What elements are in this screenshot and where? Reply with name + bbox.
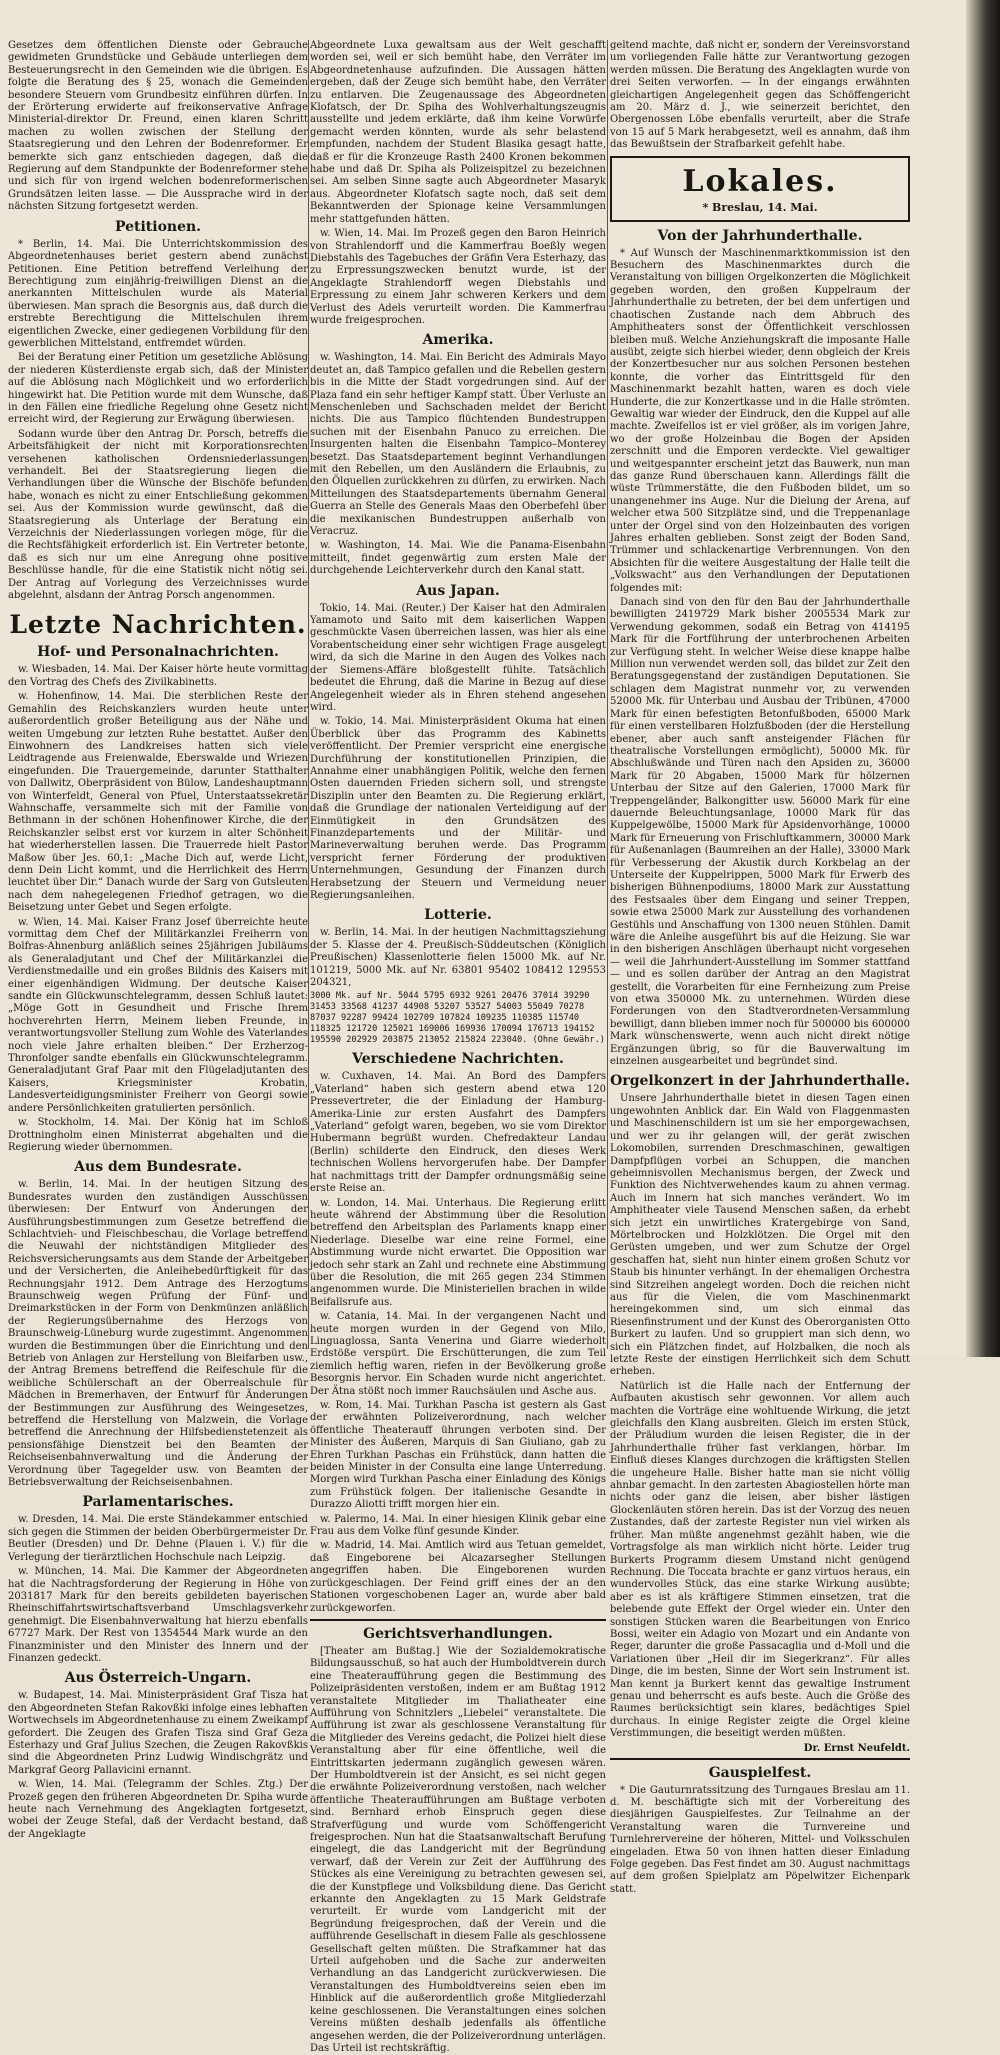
- section-rule: [310, 1619, 606, 1621]
- article-paragraph: * Die Gauturnratssitzung des Turngaues Breslau am 11. d. M. beschäftigte sich mit der Vorbereitung des diesjährigen Gauspielfestes. Zur Teilnahme an der Veranstaltung waren die Turnvereine und Turnlehrervereine der höheren, Mittel- und Volksschulen eingeladen. Etwa 50 von ihnen hatten dieser Einladung Folge gegeben. Das Fest findet am 30. August nachmittags auf dem großen Spielplatz am Pöpelwitzer Eichenpark statt.: [610, 1784, 910, 1895]
- article-paragraph: w. Catania, 14. Mai. In der vergangenen Nacht und heute morgen wurden in der Gegend von Milo, Linguaglossa, Santa Venerina und Giarre wiederholt Erdstöße verspürt. Die Erschütterungen, die zum Teil ziemlich heftig waren, riefen in der Bevölkerung große Besorgnis hervor. Ein Schaden wurde nicht angerichtet. Der Ätna stößt noch immer Rauchsäulen und Asche aus.: [310, 1311, 606, 1397]
- article-paragraph: w. Cuxhaven, 14. Mai. An Bord des Dampfers „Vaterland“ haben sich gestern abend etwa 120 Pressevertreter, die der Einladung der Hamburg-Amerika-Linie zur ersten Ausfahrt des Dampfers „Vaterland“ gefolgt waren, begeben, wo sie vom Direktor Hubermann begrüßt wurden. Chefredakteur Landau (Berlin) schilderte den Eindruck, den dieses Werk technischen Wollens hervorgerufen habe. Der Dampfer hat nachmittags tritt der Dampfer ordnungsmäßig seine erste Reise an.: [310, 1071, 606, 1195]
- column-middle: [310, 40, 607, 2054]
- article-paragraph: [Theater am Bußtag.] Wie der Sozialdemokratische Bildungsausschuß, so hat auch der Humboldtverein durch eine Theateraufführung gegen die Bestimmung des Polizeipräsidenten verstoßen, indem er am Bußtag 1912 veranstaltete Mitglieder im Thaliatheater eine Aufführung von Schnitzlers „Liebelei“ veranstaltete. Die Aufführung ist zwar als geschlossene Veranstaltung für die Mitglieder des Vereins gedacht, die Polizei hielt diese Veranstaltung aber für eine öffentliche, weil die Eintrittskarten jedermann zugänglich gewesen wären. Der Humboldtverein ist der Ansicht, es sei nicht gegen die erwähnte Polizeiverordnung verstoßen, nach welcher öffentliche Theateraufführungen am Bußtage verboten sind. Bernhard erhob Einspruch gegen diese Strafverfügung und wurde vom Schöffengericht freigesprochen. Nun hat die Staatsanwaltschaft Berufung eingelegt, die das Landgericht mit der Begründung verwarf, daß der Verein zur Zeit der Aufführung des Stückes als eine Vereinigung zu betrachten gewesen sei, die der Kunstpflege und Volksbildung diene. Das Gericht erkannte den Angeklagten zu 15 Mark Geldstrafe verurteilt. Er wurde vom Landgericht mit der Begründung freigesprochen, daß der Verein und die aufführende Gesellschaft in diesem Falle als geschlossene Gesellschaft gelten müßten. Die Strafkammer hat das Urteil aufgehoben und die Sache zur anderweiten Verhandlung an das Landgericht zurückverwiesen. Die Veranstaltungen des Humboldtvereins seien eben im Hinblick auf die außerordentlich große Mitgliederzahl keine geschlossenen. Die Veranstaltungen eines solchen Vereins müßten deshalb jedenfalls als öffentliche angesehen werden, die der Polizeiverordnung unterlägen. Das Urteil ist rechtskräftig.: [310, 1645, 607, 2054]
- article-paragraph: w. Washington, 14. Mai. Wie die Panama-Eisenbahn mitteilt, findet gegenwärtig zum ersten Male der durchgehende Leichterverkehr durch den Kanal statt.: [310, 540, 606, 577]
- author-signature: Dr. Ernst Neufeldt.: [803, 1742, 910, 1754]
- article-paragraph: w. Wien, 14. Mai. Im Prozeß gegen den Baron Heinrich von Strahlendorff und die Kammerfrau Boeßly wegen Diebstahls des Tagebuches der Gräfin Vera Esterhazy, das zu Erpressungszwecken benutzt wurde, ist der Angeklagte Strahlendorff wegen Diebstahls und Erpressung zu einem Jahr schweren Kerkers und dem Verlust des Adels verurteilt worden. Die Kammerfrau wurde freigesprochen.: [310, 228, 606, 326]
- article-paragraph: Sodann wurde über den Antrag Dr. Porsch, betreffs die Arbeitsfähigkeit der nicht mit Korporationsrechten versehenen katholischen Ordensniederlassungen verhandelt. Bei der Staatsregierung liegen die Verhandlungen über die Wünsche der Bischöfe befunden habe, wonach es nicht zu einer Entschließung gekommen sei. Aus der Kommission wurde gewünscht, daß die Staatsregierung als Unterlage der Beratung ein Verzeichnis der Niederlassungen vorlegen möge, für die die Rechtsfähigkeit erforderlich ist. Ein Vertreter betonte, daß es sich nur um eine Anregung ohne positive Beschlüsse handle, für die eine Statistik nicht nötig sei. Der Antrag auf Vorlegung des Verzeichnisses wurde abgelehnt, alsdann der Antrag Porsch angenommen.: [8, 428, 308, 602]
- section-heading-petitionen: Petitionen.: [114, 218, 202, 235]
- section-heading-gauspielfest: Gauspielfest.: [708, 1764, 812, 1781]
- section-heading-hof: Hof- und Personalnachrichten.: [37, 644, 279, 661]
- article-paragraph: w. München, 14. Mai. Die Kammer der Abgeordneten hat die Nachtragsforderung der Regierung in Höhe von 2031817 Mark für den bereits gebildeten bayerischen Rheinschiffahrtswirtschaftsverband Umschlagsverkehr genehmigt. Die Eisenbahnverwaltung hat hierzu ebenfalls 67727 Mark. Der Rest von 1354544 Mark wurde an den Finanzminister und den Minister des Innern und der Finanzen gedeckt.: [8, 1566, 308, 1664]
- article-paragraph: w. Berlin, 14. Mai. In der heutigen Nachmittagsziehung der 5. Klasse der 4. Preußisch-Süddeutschen (Königlich Preußischen) Klassenlotterie fielen 15000 Mk. auf Nr. 101219, 5000 Mk. auf Nr. 63801 95402 108412 129553 204321,: [310, 927, 606, 989]
- lokales-header-box: [610, 156, 910, 222]
- article-paragraph: w. Madrid, 14. Mai. Amtlich wird aus Tetuan gemeldet, daß Eingeborene bei Alcazarsegher Stellungen angegriffen haben. Die Eingeborenen wurden zurückgeschlagen. Der Feind griff eines der an den Stationen vorgeschobenen Lager an, wurde aber bald zurückgeworfen.: [310, 1540, 606, 1614]
- column-right: [610, 40, 910, 1895]
- lottery-number-list: 3000 Mk. auf Nr. 5044 5795 6932 9261 20476 37014 39290 31453 33568 41237 44908 53207 53527 54003 55049 70278 87037 92287 99424 102709 107824 109235 110385 115740 118325 121720 125021 169006 169936 170094 176713 194152 195590 202929 203875 213052 215824 223040. (Ohne Gewähr.): [310, 991, 605, 1046]
- article-paragraph: w. Berlin, 14. Mai. In der heutigen Sitzung des Bundesrates wurden den zuständigen Ausschüssen überwiesen: Der Entwurf von Änderungen der Ausführungsbestimmungen zum Gesetze betreffend die Schlachtvieh- und Fleischbeschau, die Vorlage betreffend die Neuwahl der nichtständigen Mitglieder des Reichsversicherungsamts aus dem Stande der Arbeitgeber und der Versicherten, die Anleihebedürftigkeit für das Rechnungsjahr 1912. Dem Antrage des Herzogtums Braunschweig wegen Prüfung der Fünf- und Dreimarkstücken in der Form von Denkmünzen anläßlich der Regierungsübernahme des Herzogs von Braunschweig-Lüneburg wurde zugestimmt. Angenommen wurden die Bestimmungen über die Einrichtung und den Betrieb von Anlagen zur Herstellung von Bleifarben usw., der Antrag Bremens betreffend die Reifeschule für die weibliche Schülerschaft an der Oberrealschule für Mädchen in Bremerhaven, der Entwurf für Änderungen der Bestimmungen zur Ausführung des Weingesetzes, betreffend die Herstellung von Malzwein, die Vorlage betreffend die Anrechnung der Hilfsbedienstetenzeit als pensionsfähige Dienstzeit bei den Beamten der Reichseisenbahnverwaltung und die Änderung der Verordnung über Tagegelder usw. von Beamten der Betriebsverwaltung der Reichseisenbahnen.: [8, 1179, 308, 1489]
- article-paragraph: Bei der Beratung einer Petition um gesetzliche Ablösung der niederen Küsterdienste ergab sich, daß der Minister auf die Ablösung nach Möglichkeit und wo erforderlich hingewirkt hat. Die Petition wurde mit dem Wunsche, daß in den Fällen eine friedliche Regelung ohne Gesetz nicht erreicht wird, der Regierung zur Erwägung überwiesen.: [8, 352, 308, 426]
- column-left: [8, 40, 308, 1840]
- article-paragraph: w. London, 14. Mai. Unterhaus. Die Regierung erlitt heute während der Abstimmung über die Resolution betreffend den Arbeitsplan des Parlaments knapp einer Niederlage. Dieselbe war eine reine Formel, eine Abstimmung wurde nicht erwartet. Die Opposition war jedoch sehr stark an Zahl und rechnete eine Abstimmung über die Resolution, die mit 265 gegen 234 Stimmen angenommen wurde. Die Ministeriellen brachen in wilde Beifallsrufe aus.: [310, 1197, 606, 1308]
- article-paragraph: * Berlin, 14. Mai. Die Unterrichtskommission des Abgeordnetenhauses beriet gestern abend zunächst Petitionen. Eine Petition betreffend Verleihung der Berechtigung zum einjährig-freiwilligen Dienst an die anerkannten Mittelschulen wurde als Material überwiesen. Man sprach die Besorgnis aus, daß durch die erstrebte Berechtigung die Mittelschulen ihrem eigentlichen Zwecke, einer gediegenen Vorbildung für den gewerblichen Mittelstand, entfremdet würden.: [8, 238, 308, 349]
- section-heading-orgelkonzert: Orgelkonzert in der Jahrhunderthalle.: [610, 1073, 910, 1090]
- section-heading-verschiedene: Verschiedene Nachrichten.: [352, 1051, 564, 1068]
- section-heading-lotterie: Lotterie.: [424, 907, 492, 924]
- article-paragraph: w. Stockholm, 14. Mai. Der König hat im Schloß Drottningholm einen Ministerrat abgehalten und die Regierung wieder übernommen.: [8, 1117, 308, 1153]
- section-heading-gerichtsverhandlungen: Gerichtsverhandlungen.: [363, 1625, 553, 1642]
- dateline: * Breslau, 14. Mai.: [702, 200, 818, 214]
- article-paragraph: Gesetzes dem öffentlichen Dienste oder Gebrauche gewidmeten Grundstücke und Gebäude unterliegen dem Besteuerungsrecht in den Gemeinden wie die übrigen. Es folgte die Beratung des § 25, wonach die Gemeinden besondere Steuern vom Grundbesitz einführen dürfen. In der Erörterung erwiderte auf freikonservative Anfrage Ministerial-direktor Dr. Freund, einen klaren Schritt machen zu wollen zwischen der Stellung der Staatsregierung und den Lehren der Bodenreformer. Er bemerkte sich ganz entschieden dagegen, daß die Regierung auf dem Standpunkte der Bodenreformer stehe und sich für von irgend welchen bodenreformerischen Grundsätzen leiten lasse. — Die Aussprache wird in der nächsten Sitzung fortgesetzt werden.: [8, 40, 308, 213]
- section-heading-amerika: Amerika.: [422, 332, 494, 349]
- article-paragraph: w. Hohenfinow, 14. Mai. Die sterblichen Reste der Gemahlin des Reichskanzlers wurden heute unter außerordentlich großer Beteiligung aus der Nähe und weiten Umgebung zur letzten Ruhe bestattet. Außer den Einwohnern des Landkreises hatten sich viele Leidtragende aus Freienwalde, Eberswalde und Wriezen eingefunden. Die Trauergemeinde, darunter Statthalter von Dallwitz, Oberpräsident von Bülow, Landeshauptmann von Winterfeldt, General von Pfuel, Unterstaatssekretär Wahnschaffe, versammelte sich mit der Familie von Bethmann in der schönen Hohenfinower Kirche, die der Reichskanzler selbst erst vor kurzem in alter Schönheit hat wiederherstellen lassen. Die Trauerrede hielt Pastor Maßow über Jes. 60,1: „Mache Dich auf, werde Licht, denn Dein Licht kommt, und die Herrlichkeit des Herrn leuchtet über Dir.“ Danach wurde der Sarg von Gutsleuten nach dem nahegelegenen Friedhof getragen, wo die Beisetzung unter Gebet und Segen erfolgte.: [8, 691, 308, 914]
- article-paragraph: Natürlich ist die Halle nach der Entfernung der Aufbauten akustisch sehr gewonnen. Vor allem auch machten die Vorträge eine wohltuende Wirkung, die jetzt gleichfalls den Klang ausbreiten. Gleich im ersten Stück, der Präludium wurden die leisen Register, die in der Jahrhunderthalle früher fast verklangen, hörbar. Im Einfluß dieses Klanges durchzogen die kräftigsten Stellen die ungeheure Halle. Bisher hatte man sie nicht völlig ahnbar gemacht. In den zartesten Abagiostellen hörte man nichts oder ganz die leisen, aber bisher lästigen Glockenläuten stören herein. Das ist der Vorzug des neuen Zustandes, daß der zarteste Register nun viel wirken als früher. Man müßte angenehmst gezählt haben, wie die Vortragsfolge als man wirklich nicht hörte. Leider trug Burkerts Programm diesem Umstand nicht genügend Rechnung. Die Toccata brachte er ganz virtuos heraus, ein wundervolles Stück, das eine starke Wirkung ausübte; aber es ist als kräftigere Stimmen einsetzen, trat die belebende gute Effekt der Orgel wieder ein. Unter den sonstigen Stücken waren die Bearbeitungen von Enrico Bossi, weiter ein Adagio von Mozart und ein Andante von Reger, darunter die große Passacaglia und d-Moll und die Variationen über „Heil dir im Siegerkranz“. Für alles Dinge, die im besten, Sinne der Wort sein Instrument ist. Man kennt ja Burkert kennt das gewaltige Instrument genau und beherrscht es aufs beste. Auch die Größe des Raumes berücksichtigt sein klares, bedächtiges Spiel durchaus. In einige Register zeigte die Orgel kleine Verstimmungen, die beseitigt werden müßten.: [610, 1380, 910, 1740]
- article-paragraph: w. Wien, 14. Mai. Kaiser Franz Josef überreichte heute vormittag dem Chef der Militärkanzlei Freiherrn von Bolfras-Ahnenburg anläßlich seines 25jährigen Jubiläums als Generaladjutant und Chef der Militärkanzlei die Verdienstmedaille und ein großes Bildnis des Kaisers mit einer eigenhändigen Widmung. Der deutsche Kaiser sandte ein Glückwunschtelegramm, dessen Schluß lautet: „Möge Gott in Gesundheit und Frische Ihrem hochverehrten Herrn, Meinem lieben Freunde, in verantwortungsvoller Stellung zum Wohle des Vaterlandes noch viele Jahre erhalten bleiben.“ Der Erzherzog-Thronfolger sandte ebenfalls ein Glückwunschtelegramm. Generaladjutant Graf Paar mit den Flügeladjutanten des Kaisers, Kriegsminister Krobatin, Landesverteidigungsminister Freiherr von Georgi sowie andere Persönlichkeiten gratulierten persönlich.: [8, 916, 308, 1114]
- article-paragraph: Unsere Jahrhunderthalle bietet in diesen Tagen einen ungewohnten Anblick dar. Ein Wald von Flaggenmasten und Maschinenschildern ist um sie her emporgewachsen, und wer zu ihr gelangen will, der gerät zwischen Lokomobilen, surrenden Dreschmaschinen, gewaltigen Dampfpflügen vorbei an Schuppen, die manchen geheimnisvollen Mechanismus bergen, der Zweck und Funktion des Nichtverwehendes kaum zu ahnen vermag. Auch im Innern hat sich manches verändert. Wo im Amphitheater viele Tausend Menschen saßen, da erhebt sich jetzt ein unwirtliches Kratergebirge von Sand, Mörtelbrocken und Holzklötzen. Die Orgel mit den Gerüsten umgeben, und wer zum Schutze der Orgel geschaffen hat, sieht nun hinter einem großen Schutz vor Staub bis hinunter verhängt. In der ehemaligen Orchestra sind Sitzreihen angelegt worden. Doch die reichen nicht aus für die Vielen, die vom Maschinenmarkt hereingekommen sind, um sich einmal das Riesenfinstrument und der Kunst des Oberorganisten Otto Burkert zu laufen. Und so gruppiert man sich denn, wo sich ein Plätzchen findet, auf Holzbalken, die noch als letzte Reste der einstigen Herrlichkeit sich dem Schutt erheben.: [610, 1093, 910, 1378]
- article-paragraph: w. Budapest, 14. Mai. Ministerpräsident Graf Tisza hat den Abgeordneten Stefan Rakovßki infolge eines lebhaften Wortwechsels im Abgeordnetenhause zu einem Zweikampf gefordert. Die Zeugen des Grafen Tisza sind Graf Geza Esterhazy und Graf Julius Szechen, die Zeugen Rakovßkis sind die Abgeordneten Prinz Ludwig Windischgrätz und Markgraf Georg Pallavicini ernannt.: [8, 1690, 308, 1776]
- article-paragraph: w. Rom, 14. Mai. Turkhan Pascha ist gestern als Gast der erwähnten Polizeiverordnung, nach welcher öffentliche Theaterauff ührungen verboten sind. Der Minister des Äußeren, Marquis di San Giuliano, gab zu Ehren Turkhan Paschas ein Frühstück, dann hatten die beiden Minister in der Consulta eine lange Unterredung. Morgen wird Turkhan Pascha einer Einladung des Königs zum Frühstück folgen. Der italienische Gesandte in Durazzo Aliotti trifft morgen hier ein.: [310, 1400, 606, 1511]
- page-binding-edge: [966, 0, 1000, 1357]
- article-paragraph: Danach sind von den für den Bau der Jahrhunderthalle bewilligten 2419729 Mark bisher 2005534 Mark zur Verwendung gekommen, sodaß ein Betrag von 414195 Mark für die Fortführung der unterbrochenen Arbeiten zur Verfügung steht. In welcher Weise diese knappe halbe Million nun verwendet werden soll, das bildet zur Zeit den Beratungsgegenstand der zuständigen Deputationen. Sie schlagen dem Magistrat nunmehr vor, zu verwenden 52000 Mk. für Unterbau und Ausbau der Tribünen, 47000 Mark für einen befestigten Betonfußboden, 65000 Mark für einen verstellbaren Holzfußboden (der die Herstellung ebener, aber auch sanft ansteigender Flächen für theatralische Vorstellungen ermöglicht), 50000 Mk. für Abschlußwände und Türen nach den Apsiden zu, 36000 Mark für 20 Abgaben, 15000 Mark für hölzernen Unterbau der Sitze auf den Galerien, 17000 Mark für Treppengeländer, Balkongitter usw. 56000 Mark für eine dauernde Beleuchtungsanlage, 10000 Mark für das Kuppelgewölbe, 15000 Mark für Apsidenvorhänge, 10000 Mark für Erneuerung von Frischluftkammern, 30000 Mark für Außenanlagen (Baumreihen an der Halle), 33000 Mark für Verbesserung der Akustik durch Korkbelag an der Unterseite der Kuppelrippen, 5000 Mark für Erwerb des bisherigen Bühnenpodiums, 18000 Mark zur Ausstattung des Festsaales über dem Eingang und seiner Treppen, sowie etwa 25000 Mark zur Ausstellung des vorhandenen Gestühls und Anschaffung von 1300 neuen Stühlen. Damit wäre die Anleihe ausgeführt bis auf die Heizung. Sie war in den bisherigen Anschlägen überhaupt nicht vorgesehen — weil die Jahrhundert-Ausstellung im Sommer stattfand — und es sollen darüber der Antrag an den Magistrat gestellt, die Vorarbeiten für eine Fernheizung zum Preise von etwa 350000 Mk. zu unternehmen. Würden diese Forderungen von den Stadtverordneten-Versammlung bewilligt, dann blieben immer noch für 500000 bis 600000 Mark wünschenswerte, wenn auch nicht direkt nötige Ergänzungen übrig, so für die Bauverwaltung im einzelnen ausgearbeitet und begründet sind.: [610, 597, 910, 1068]
- section-heading-jahrhunderthalle: Von der Jahrhunderthalle.: [657, 227, 863, 244]
- article-paragraph: * Auf Wunsch der Maschinenmarktkommission ist den Besuchern des Maschinenmarktes durch die Veranstaltung von billigen Orgelkonzerten die Möglichkeit gegeben worden, den großen Kuppelraum der Jahrhunderthalle zu betreten, der bei dem unfertigen und chaotischen Zustande nach dem Abbruch des Amphitheaters sonst der Öffentlichkeit verschlossen bleiben muß. Welche Anziehungskraft die imposante Halle ausübt, zeigte sich hierbei wieder, denn obgleich der Kreis der Konzertbesucher nur aus solchen Personen bestehen konnte, die vorher das Eintrittsgeld für den Maschinenmarkt bezahlt hatten, waren es doch viele Hunderte, die zur Konzertkasse und in die Halle strömten. Gewaltig war wieder der Eindruck, den die Kuppel auf alle machte. Zweifellos ist er viel größer, als im vorigen Jahre, wo der große Holzeinbau die Bogen der Apsiden zerschnitt und die Emporen verdeckte. Viel gewaltiger und weitgespannter erscheint jetzt das Bauwerk, nun man das ganze Rund überschauen kann. Allerdings fällt die wüste Trümmerstätte, die den Fußboden bildet, um so unangenehmer ins Auge. Nur die Dielung der Arena, auf welcher etwa 500 Sitzplätze sind, und die Treppenanlage unter der Orgel sind von den Holzeinbauten des vorigen Jahres erhalten geblieben. Sonst zeigt der Boden Sand, Trümmer und schlackenartige Verbrennungen. Von den Absichten für die weitere Ausgestaltung der Halle teilt die „Volkswacht“ aus den Verhandlungen der Deputationen folgendes mit:: [610, 247, 910, 594]
- article-paragraph: w. Tokio, 14. Mai. Ministerpräsident Okuma hat einen Überblick über das Programm des Kabinetts veröffentlicht. Der Premier verspricht eine energische Durchführung der konstitutionellen Prinzipien, die Annahme einer unabhängigen Politik, welche den fernen Osten dauernden Frieden sichern soll, und strengste Disziplin unter den Beamten zu. Die Regierung erklärt, daß die Grundlage der nationalen Verteidigung auf der Einmütigkeit in den Grundsätzen des Finanzdepartements und der Militär- und Marineverwaltung beruhen werde. Das Programm verspricht ferner Förderung der produktiven Unternehmungen, Gesundung der Finanzen durch Herabsetzung der Steuern und Vermeidung neuer Regierungsanleihen.: [310, 716, 606, 901]
- article-paragraph: w. Palermo, 14. Mai. In einer hiesigen Klinik gebar eine Frau aus dem Volke fünf gesunde Kinder.: [310, 1513, 606, 1538]
- section-title-lokales: Lokales.: [682, 163, 838, 199]
- column-divider: [308, 40, 309, 1349]
- section-title-letzte-nachrichten: Letzte Nachrichten.: [9, 610, 307, 640]
- section-rule: [610, 1758, 910, 1760]
- section-heading-japan: Aus Japan.: [416, 582, 500, 599]
- article-paragraph: w. Dresden, 14. Mai. Die erste Ständekammer entschied sich gegen die Stimmen der beiden Oberbürgermeister Dr. Beutler (Dresden) und Dr. Dehne (Plauen i. V.) für die Verlegung der tierärztlichen Hochschule nach Leipzig.: [8, 1514, 308, 1563]
- article-paragraph: Abgeordnete Luxa gewaltsam aus der Welt geschafft worden sei, weil er sich bemüht habe, den Verräter im Abgeordnetenhause aufzufinden. Die Aussagen hätten ergeben, daß der Zeuge sich bemüht habe, den Verräter zu entlarven. Die Zeugenaussage des Abgeordneten Klofatsch, der Dr. Spiha des Wohlverhaltungszeugnis ausstellte und jedem erklärte, daß ihm keine Vorwürfe gemacht werden könnten, wurde als sehr belastend empfunden, nachdem der Student Blasika gesagt hatte, daß er für die Kronzeuge Rasth 2400 Kronen bekommen habe und daß Dr. Spiha als Polizeispitzel zu bezeichnen sei. Am selben Sinne sagte auch Abgeordneter Masaryk aus. Abgeordneter Klofatsch sagte noch, daß seit dem Bekanntwerden der Spionage keine Versammlungen mehr stattgefunden hätten.: [310, 40, 606, 225]
- column-divider: [607, 40, 608, 1349]
- article-paragraph: w. Washington, 14. Mai. Ein Bericht des Admirals Mayo deutet an, daß Tampico gefallen und die Rebellen gestern bis in die Mitte der Stadt vorgedrungen sind. Auf der Plaza fand ein sehr heftiger Kampf statt. Über Verluste an Menschenleben und Sachschaden meldet der Bericht nichts. Die aus Tampico flüchtenden Bundestruppen suchen mit der Eisenbahn Panuco zu erreichen. Die Insurgenten halten die Eisenbahn Tampico–Monterey besetzt. Das Staatsdepartement beginnt Verhandlungen mit den Rebellen, um den Ausländern die Erlaubnis, zu den Ölquellen zurückkehren zu dürfen, zu erwirken. Nach Mitteilungen des Staatsdepartements übernahm General Guerra an Stelle des Generals Maas den Oberbefehl über die mexikanischen Bundestruppen außerhalb von Veracruz.: [310, 352, 606, 538]
- article-paragraph: geltend machte, daß nicht er, sondern der Vereinsvorstand um vorliegenden Falle hätte zur Verantwortung gezogen werden müssen. Die Beratung des Angeklagten wurde von drei Seiten verworfen. — In der eingangs erwähnten gleichartigen Angelegenheit gegen das Schöffengericht am 20. März d. J., wie seinerzeit berichtet, den Obergenossen Löbe ebenfalls verurteilt, aber die Strafe von 15 auf 5 Mark herabgesetzt, weil es annahm, daß ihm das Bewußtsein der Strafbarkeit gefehlt habe.: [610, 40, 910, 151]
- article-paragraph: w. Wien, 14. Mai. (Telegramm der Schles. Ztg.) Der Prozeß gegen den früheren Abgeordneten Dr. Spiha wurde heute nach Vernehmung des Angeklagten fortgesetzt, wobei der Zeuge Stefal, daß der Verdacht bestand, daß der Angeklagte: [8, 1779, 308, 1840]
- article-paragraph: Tokio, 14. Mai. (Reuter.) Der Kaiser hat den Admiralen Yamamoto und Saito mit dem kaiserlichen Wappen geschmückte Vasen überreichen lassen, was hier als eine Vorabentscheidung einer sehr wichtigen Frage ausgelegt wird, da sich die Marine in den Augen des Volkes nach der Siemens-Affäre bloßgestellt fühlte. Tatsächlich bedeutet die Ehrung, daß die Marine in Bezug auf diese Angelegenheit wieder als in Ehren stehend angesehen wird.: [310, 602, 606, 713]
- section-heading-bundesrat: Aus dem Bundesrate.: [74, 1159, 242, 1176]
- article-paragraph: w. Wiesbaden, 14. Mai. Der Kaiser hörte heute vormittag den Vortrag des Chefs des Zivilkabinetts.: [8, 664, 308, 688]
- section-heading-oesterreich: Aus Österreich-Ungarn.: [64, 1670, 252, 1687]
- section-heading-parlamentarisches: Parlamentarisches.: [82, 1494, 234, 1511]
